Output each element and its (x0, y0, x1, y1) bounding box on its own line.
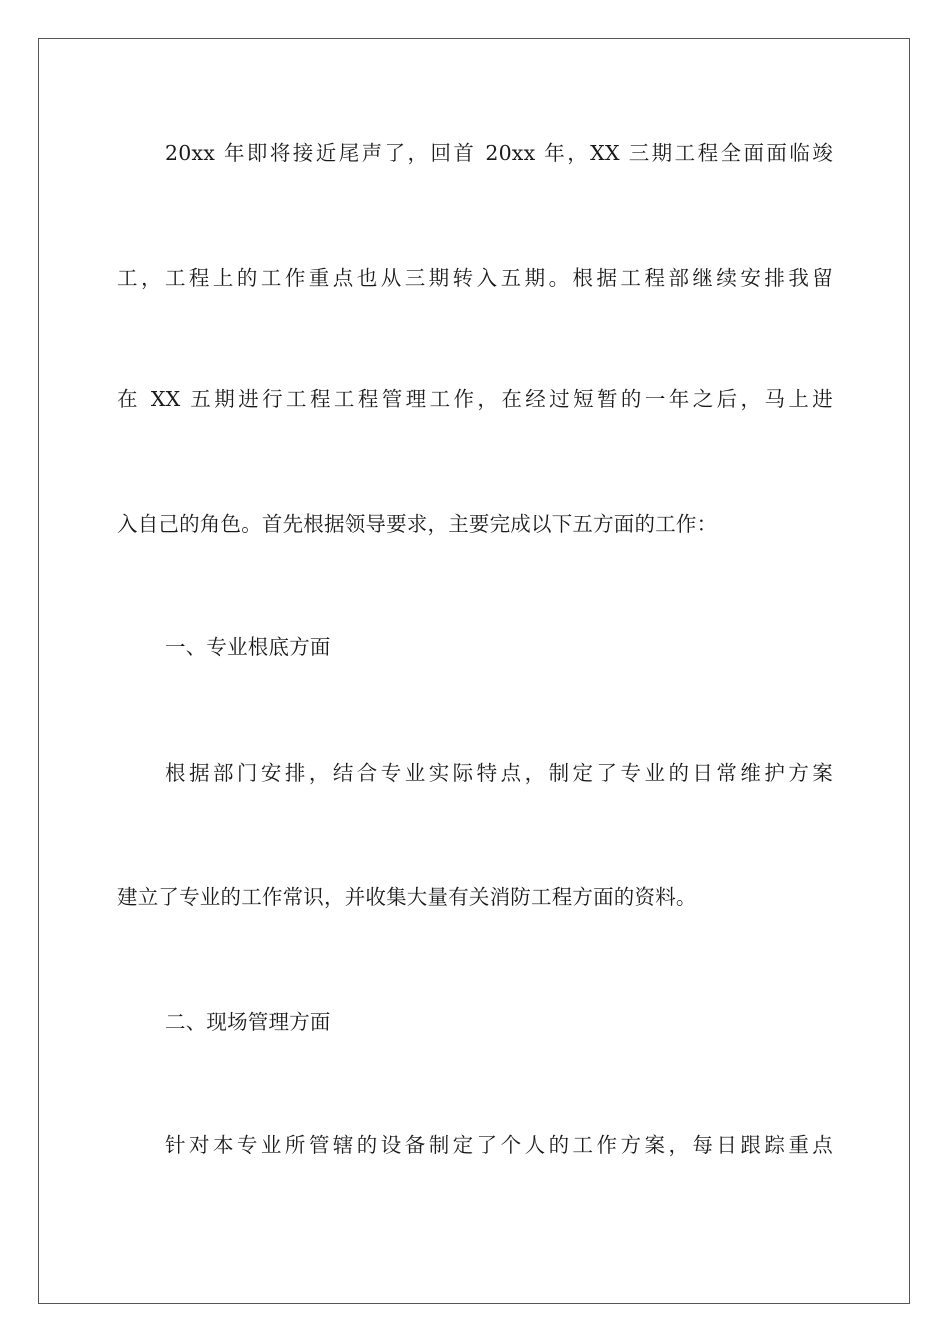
paragraph-1-line-1: 20xx 年即将接近尾声了，回首 20xx 年，XX 三期工程全面面临竣 (165, 141, 833, 165)
section-heading-2: 二、现场管理方面 (165, 1010, 331, 1034)
page-border (38, 38, 910, 1304)
paragraph-3-line-1: 针对本专业所管辖的设备制定了个人的工作方案，每日跟踪重点 (165, 1133, 833, 1157)
paragraph-1-line-3: 在 XX 五期进行工程工程管理工作，在经过短暂的一年之后，马上进 (117, 387, 833, 411)
section-heading-1: 一、专业根底方面 (165, 635, 331, 659)
paragraph-1-line-4: 入自己的角色。首先根据领导要求，主要完成以下五方面的工作： (117, 512, 718, 536)
paragraph-2-line-1: 根据部门安排，结合专业实际特点，制定了专业的日常维护方案 (165, 761, 833, 785)
paragraph-2-line-2: 建立了专业的工作常识，并收集大量有关消防工程方面的资料。 (117, 885, 697, 909)
paragraph-1-line-2: 工，工程上的工作重点也从三期转入五期。根据工程部继续安排我留 (117, 266, 833, 290)
